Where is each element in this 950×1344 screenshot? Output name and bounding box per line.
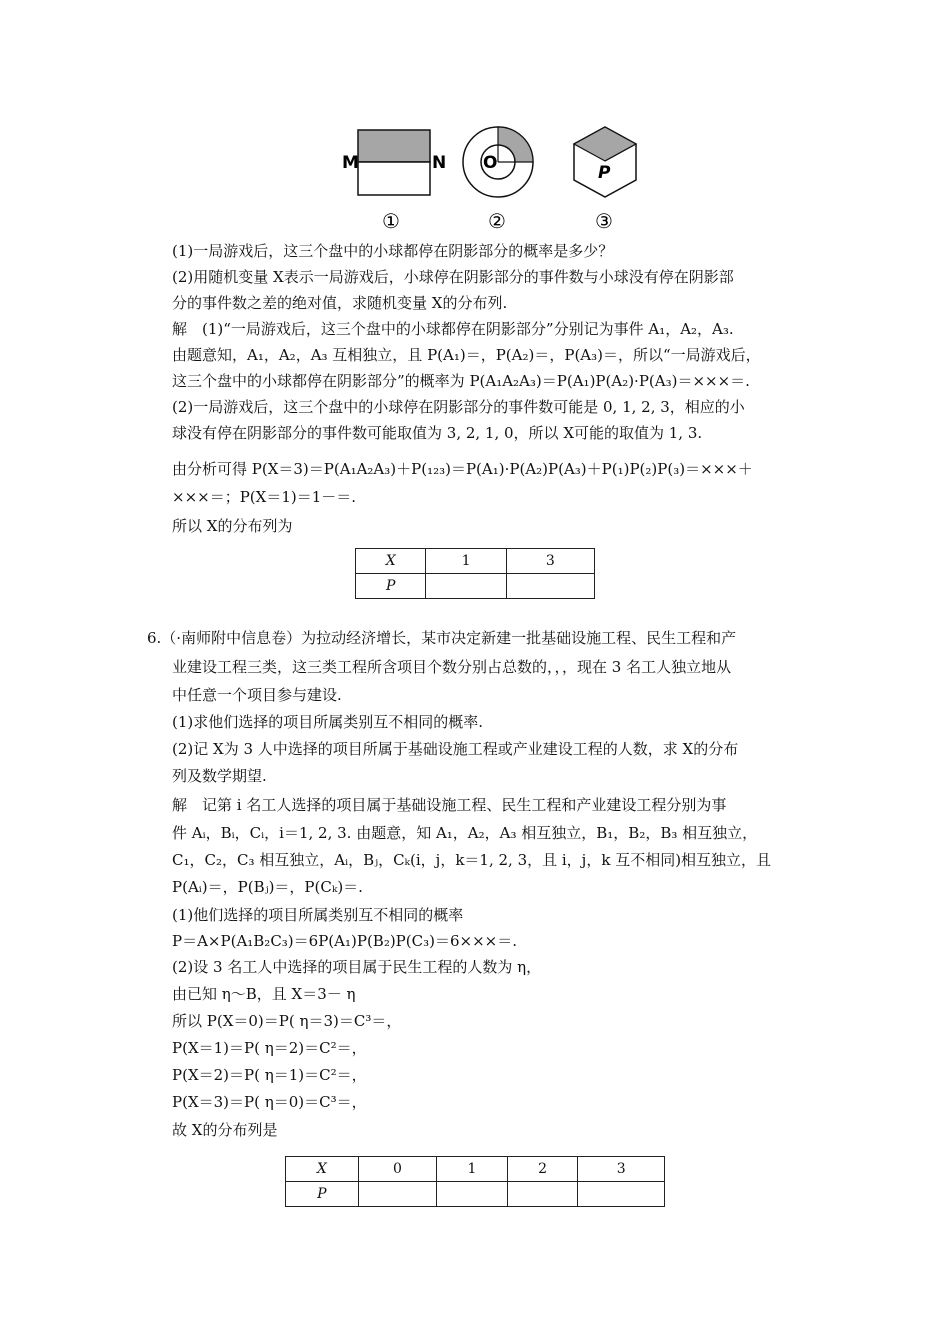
q6-line-1: 6.（·南师附中信息卷）为拉动经济增长，某市决定新建一批基础设施工程、民生工程和产 — [147, 629, 737, 647]
table-row — [356, 549, 595, 574]
table-header-cell: 1 — [437, 1157, 508, 1182]
q5-line-2: (2)用随机变量 X表示一局游戏后，小球停在阴影部分的事件数与小球没有停在阴影部 — [172, 268, 734, 286]
q6-line-8: 件 Aᵢ，Bᵢ，Cᵢ，i＝1, 2, 3. 由题意，知 A₁，A₂，A₃ 相互独立，B₁，B₂，B₃ 相互独立， — [172, 824, 758, 842]
q6-line-10: P(Aᵢ)＝，P(Bⱼ)＝，P(Cₖ)＝. — [172, 878, 363, 896]
label-m: M — [342, 153, 359, 173]
q5-distribution-table — [355, 548, 595, 599]
figure-ring-board — [463, 127, 533, 232]
q5-line-8: 球没有停在阴影部分的事件数可能取值为 3, 2, 1, 0，所以 X可能的取值为 1, 3. — [172, 424, 703, 442]
game-board-figures — [320, 122, 650, 232]
caption-1: ① — [382, 209, 400, 232]
table-cell — [358, 1182, 437, 1207]
q5-line-6: 这三个盘中的小球都停在阴影部分”的概率为 P(A₁A₂A₃)＝P(A₁)P(A₂)·P(A₃)＝×××＝. — [172, 372, 750, 390]
q6-line-17: P(X＝2)＝P( η＝1)＝C²＝， — [172, 1066, 367, 1084]
q6-distribution-table — [285, 1156, 665, 1207]
q6-line-16: P(X＝1)＝P( η＝2)＝C²＝， — [172, 1039, 367, 1057]
shaded-half — [358, 130, 430, 162]
caption-3: ③ — [595, 209, 613, 232]
table-header-cell: 2 — [507, 1157, 578, 1182]
table-header-cell: 3 — [506, 549, 594, 574]
q6-line-5: (2)记 X为 3 人中选择的项目所属于基础设施工程或产业建设工程的人数，求 X的分布 — [172, 740, 739, 758]
q6-line-9: C₁，C₂，C₃ 相互独立，Aᵢ，Bⱼ，Cₖ(i，j，k＝1, 2, 3，且 i，j，k 互不相同)相互独立，且 — [172, 851, 772, 869]
table-cell — [578, 1182, 665, 1207]
q6-line-15: 所以 P(X＝0)＝P( η＝3)＝C³＝， — [172, 1012, 402, 1030]
table-cell — [506, 574, 594, 599]
unshaded-half — [358, 162, 430, 195]
table-row — [356, 574, 595, 599]
q5-line-9: 由分析可得 P(X＝3)＝P(A₁A₂A₃)＋P(₁₂₃)＝P(A₁)·P(A₂)P(A₃)＋P(₁)P(₂)P(₃)＝×××＋ — [172, 460, 753, 478]
q5-line-5: 由题意知，A₁，A₂，A₃ 互相独立，且 P(A₁)＝，P(A₂)＝，P(A₃)＝，所以“一局游戏后， — [172, 346, 761, 364]
q6-line-3: 中任意一个项目参与建设. — [172, 686, 342, 704]
q5-line-11: 所以 X的分布列为 — [172, 517, 293, 535]
table-cell — [507, 1182, 578, 1207]
q6-line-7: 解 记第 i 名工人选择的项目属于基础设施工程、民生工程和产业建设工程分别为事 — [172, 796, 727, 814]
table-cell: P — [356, 574, 426, 599]
q5-line-3: 分的事件数之差的绝对值，求随机变量 X的分布列. — [172, 294, 508, 312]
table-cell: P — [286, 1182, 359, 1207]
q6-line-12: P＝A×P(A₁B₂C₃)＝6P(A₁)P(B₂)P(C₃)＝6×××＝. — [172, 932, 517, 950]
q6-line-6: 列及数学期望. — [172, 767, 267, 785]
q6-line-13: (2)设 3 名工人中选择的项目属于民生工程的人数为 η， — [172, 958, 542, 976]
q5-line-7: (2)一局游戏后，这三个盘中的小球停在阴影部分的事件数可能是 0, 1, 2, 3，相应的小 — [172, 398, 745, 416]
q6-line-11: (1)他们选择的项目所属类别互不相同的概率 — [172, 906, 464, 924]
q6-line-2: 业建设工程三类，这三类工程所含项目个数分别占总数的，，，现在 3 名工人独立地从 — [172, 658, 732, 676]
figure-hexagon-board — [574, 127, 636, 232]
q5-line-10: ×××＝；P(X＝1)＝1－＝. — [172, 488, 357, 506]
caption-2: ② — [488, 209, 506, 232]
table-cell — [437, 1182, 508, 1207]
q5-line-4: 解 (1)“一局游戏后，这三个盘中的小球都停在阴影部分”分别记为事件 A₁，A₂，A₃. — [172, 320, 734, 338]
table-cell — [426, 574, 506, 599]
figure-rectangle-board — [342, 130, 446, 232]
q6-line-19: 故 X的分布列是 — [172, 1121, 278, 1139]
label-n: N — [432, 153, 447, 173]
table-header-cell: X — [286, 1157, 359, 1182]
table-row — [286, 1157, 665, 1182]
table-header-cell: X — [356, 549, 426, 574]
q6-line-4: (1)求他们选择的项目所属类别互不相同的概率. — [172, 713, 484, 731]
table-header-cell: 1 — [426, 549, 506, 574]
label-p: P — [598, 163, 611, 183]
table-header-cell: 0 — [358, 1157, 437, 1182]
table-header-cell: 3 — [578, 1157, 665, 1182]
q5-line-1: (1)一局游戏后，这三个盘中的小球都停在阴影部分的概率是多少？ — [172, 242, 614, 260]
table-row — [286, 1182, 665, 1207]
label-o: O — [483, 153, 498, 173]
q6-line-18: P(X＝3)＝P( η＝0)＝C³＝， — [172, 1093, 367, 1111]
q6-line-14: 由已知 η～B，且 X＝3－ η — [172, 985, 356, 1003]
